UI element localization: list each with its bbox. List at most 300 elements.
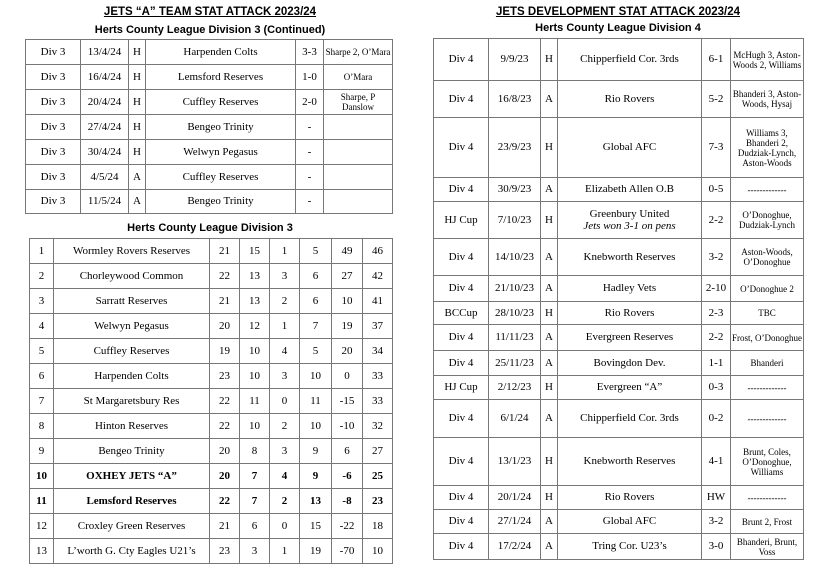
match-date: 13/4/24: [81, 40, 129, 65]
league-row: [30, 514, 393, 539]
venue: H: [541, 376, 558, 400]
played: 22: [210, 414, 240, 439]
competition: Div 4: [434, 438, 489, 486]
opponent: [558, 118, 702, 178]
won: 12: [240, 314, 270, 339]
lost: 11: [300, 389, 332, 414]
scorers: Aston-Woods, O’Donoghue: [731, 239, 804, 276]
played: 22: [210, 264, 240, 289]
competition: Div 4: [434, 276, 489, 302]
opponent: [558, 276, 702, 302]
won: 13: [240, 289, 270, 314]
drawn: 3: [270, 439, 300, 464]
won: 7: [240, 489, 270, 514]
score: 2-10: [702, 276, 731, 302]
match-date: 25/11/23: [489, 351, 541, 376]
goal-difference: 49: [332, 239, 363, 264]
match-date: 20/1/24: [489, 486, 541, 510]
team-name: Lemsford Reserves: [54, 489, 210, 514]
venue: A: [541, 534, 558, 560]
league-row: [30, 464, 393, 489]
scorers: O’Mara: [324, 65, 393, 90]
goal-difference: 20: [332, 339, 363, 364]
competition: Div 3: [26, 140, 81, 165]
score: 2-3: [702, 302, 731, 325]
score: -: [296, 190, 324, 214]
points: 18: [363, 514, 393, 539]
position: 9: [30, 439, 54, 464]
score: -: [296, 165, 324, 190]
fixture-row: [26, 190, 393, 214]
fixture-row: [434, 376, 804, 400]
drawn: 0: [270, 514, 300, 539]
drawn: 3: [270, 264, 300, 289]
position: 7: [30, 389, 54, 414]
scorers: Sharpe 2, O’Mara: [324, 40, 393, 65]
competition: Div 4: [434, 534, 489, 560]
score: 5-2: [702, 81, 731, 118]
fixture-row: [434, 39, 804, 81]
match-date: 11/11/23: [489, 325, 541, 351]
team-name: Welwyn Pegasus: [54, 314, 210, 339]
position: 6: [30, 364, 54, 389]
lost: 5: [300, 339, 332, 364]
scorers: O’Donoghue, Dudziak-Lynch: [731, 202, 804, 239]
opponent-name: Evergreen “A”: [596, 381, 663, 393]
team-name: Cuffley Reserves: [54, 339, 210, 364]
won: 7: [240, 464, 270, 489]
opponent-name: Chipperfield Cor. 3rds: [580, 53, 679, 65]
points: 32: [363, 414, 393, 439]
scorers: Brunt 2, Frost: [731, 510, 804, 534]
lost: 7: [300, 314, 332, 339]
team-name: Sarratt Reserves: [54, 289, 210, 314]
opponent: Cuffley Reserves: [146, 165, 296, 190]
match-date: 16/4/24: [81, 65, 129, 90]
venue: A: [541, 81, 558, 118]
match-date: 20/4/24: [81, 90, 129, 115]
opponent-name: Bovingdon Dev.: [593, 356, 666, 369]
scorers: Brunt, Coles, O’Donoghue, Williams: [731, 438, 804, 486]
opponent: Welwyn Pegasus: [146, 140, 296, 165]
score: 2-2: [702, 202, 731, 239]
score: 4-1: [702, 438, 731, 486]
drawn: 2: [270, 289, 300, 314]
league-row: [30, 414, 393, 439]
venue: H: [541, 39, 558, 81]
scorers: [324, 190, 393, 214]
drawn: 2: [270, 414, 300, 439]
fixture-row: [434, 510, 804, 534]
won: 11: [240, 389, 270, 414]
team-name: L’worth G. Cty Eagles U21’s: [54, 539, 210, 564]
lost: 10: [300, 414, 332, 439]
won: 15: [240, 239, 270, 264]
won: 10: [240, 414, 270, 439]
league-row: [30, 239, 393, 264]
opponent: [558, 510, 702, 534]
opponent-name: Global AFC: [602, 141, 657, 153]
played: 20: [210, 314, 240, 339]
scorers: O’Donoghue 2: [731, 276, 804, 302]
score: 3-2: [702, 510, 731, 534]
development-fixtures-table: [433, 38, 804, 560]
goal-difference: 6: [332, 439, 363, 464]
position: 2: [30, 264, 54, 289]
fixture-row: [26, 115, 393, 140]
points: 46: [363, 239, 393, 264]
competition: Div 4: [434, 118, 489, 178]
opponent: [558, 81, 702, 118]
opponent: Bengeo Trinity: [146, 190, 296, 214]
lost: 9: [300, 439, 332, 464]
match-date: 7/10/23: [489, 202, 541, 239]
opponent-name: Tring Cor. U23’s: [592, 540, 667, 552]
position: 11: [30, 489, 54, 514]
goal-difference: -6: [332, 464, 363, 489]
fixture-row: [434, 276, 804, 302]
venue: A: [129, 165, 146, 190]
score: 1-0: [296, 65, 324, 90]
points: 37: [363, 314, 393, 339]
venue: H: [541, 486, 558, 510]
played: 21: [210, 289, 240, 314]
opponent: [558, 302, 702, 325]
a-team-fixtures-table: [25, 39, 393, 214]
venue: A: [541, 276, 558, 302]
match-date: 28/10/23: [489, 302, 541, 325]
fixture-row: [26, 140, 393, 165]
fixture-row: [434, 400, 804, 438]
venue: H: [129, 90, 146, 115]
drawn: 0: [270, 389, 300, 414]
competition: Div 3: [26, 65, 81, 90]
position: 3: [30, 289, 54, 314]
played: 20: [210, 464, 240, 489]
match-date: 14/10/23: [489, 239, 541, 276]
league-row: [30, 314, 393, 339]
goal-difference: -70: [332, 539, 363, 564]
won: 8: [240, 439, 270, 464]
match-date: 21/10/23: [489, 276, 541, 302]
competition: Div 4: [434, 325, 489, 351]
team-name: Croxley Green Reserves: [54, 514, 210, 539]
league-row: [30, 539, 393, 564]
lost: 6: [300, 289, 332, 314]
opponent: [558, 534, 702, 560]
fixture-row: [26, 90, 393, 115]
venue: H: [541, 438, 558, 486]
lost: 13: [300, 489, 332, 514]
venue: H: [129, 65, 146, 90]
match-date: 16/8/23: [489, 81, 541, 118]
score: 7-3: [702, 118, 731, 178]
scorers: Sharpe, P Danslow: [324, 90, 393, 115]
fixture-row: [434, 239, 804, 276]
scorers: Bhanderi: [731, 351, 804, 376]
drawn: 1: [270, 314, 300, 339]
team-name: Wormley Rovers Reserves: [54, 239, 210, 264]
fixture-row: [26, 40, 393, 65]
competition: Div 3: [26, 165, 81, 190]
goal-difference: -15: [332, 389, 363, 414]
league-row: [30, 489, 393, 514]
position: 4: [30, 314, 54, 339]
match-date: 11/5/24: [81, 190, 129, 214]
league-table-subtitle: Herts County League Division 3: [127, 222, 293, 234]
lost: 5: [300, 239, 332, 264]
won: 10: [240, 339, 270, 364]
competition: Div 4: [434, 239, 489, 276]
opponent-name: Knebworth Reserves: [583, 250, 676, 263]
points: 42: [363, 264, 393, 289]
fixture-row: [434, 118, 804, 178]
played: 22: [210, 389, 240, 414]
position: 12: [30, 514, 54, 539]
opponent: Lemsford Reserves: [146, 65, 296, 90]
goal-difference: -10: [332, 414, 363, 439]
venue: A: [129, 190, 146, 214]
match-date: 9/9/23: [489, 39, 541, 81]
match-date: 30/4/24: [81, 140, 129, 165]
lost: 9: [300, 464, 332, 489]
scorers: [324, 140, 393, 165]
points: 10: [363, 539, 393, 564]
points: 33: [363, 389, 393, 414]
competition: Div 4: [434, 39, 489, 81]
opponent-name: Rio Rovers: [604, 92, 655, 105]
won: 3: [240, 539, 270, 564]
league-row: [30, 439, 393, 464]
score: 0-5: [702, 178, 731, 202]
fixture-row: [26, 165, 393, 190]
fixture-row: [434, 202, 804, 239]
team-name: OXHEY JETS “A”: [54, 464, 210, 489]
match-date: 27/4/24: [81, 115, 129, 140]
drawn: 3: [270, 364, 300, 389]
played: 20: [210, 439, 240, 464]
drawn: 1: [270, 239, 300, 264]
fixture-row: [434, 486, 804, 510]
competition: Div 4: [434, 510, 489, 534]
won: 10: [240, 364, 270, 389]
scorers: Bhanderi 3, Aston-Woods, Hysaj: [731, 81, 804, 118]
competition: Div 3: [26, 190, 81, 214]
opponent-name: Elizabeth Allen O.B: [585, 183, 674, 195]
fixture-row: [434, 81, 804, 118]
opponent: [558, 486, 702, 510]
venue: H: [541, 118, 558, 178]
scorers: -------------: [731, 486, 804, 510]
fixture-row: [434, 534, 804, 560]
venue: A: [541, 178, 558, 202]
drawn: 4: [270, 464, 300, 489]
league-table: [29, 238, 393, 564]
league-row: [30, 389, 393, 414]
fixture-row: [434, 302, 804, 325]
scorers: -------------: [731, 400, 804, 438]
position: 13: [30, 539, 54, 564]
lost: 19: [300, 539, 332, 564]
opponent-name: Knebworth Reserves: [583, 455, 676, 467]
won: 13: [240, 264, 270, 289]
points: 41: [363, 289, 393, 314]
drawn: 2: [270, 489, 300, 514]
score: 3-3: [296, 40, 324, 65]
score: 2-2: [702, 325, 731, 351]
position: 5: [30, 339, 54, 364]
drawn: 1: [270, 539, 300, 564]
played: 23: [210, 364, 240, 389]
match-date: 30/9/23: [489, 178, 541, 202]
match-date: 2/12/23: [489, 376, 541, 400]
fixture-row: [434, 438, 804, 486]
league-row: [30, 289, 393, 314]
opponent-name: Global AFC: [602, 515, 657, 527]
team-name: St Margaretsbury Res: [54, 389, 210, 414]
fixture-row: [26, 65, 393, 90]
competition: Div 3: [26, 115, 81, 140]
score: 0-3: [702, 376, 731, 400]
opponent-name: Evergreen Reserves: [585, 331, 674, 343]
goal-difference: 10: [332, 289, 363, 314]
competition: Div 4: [434, 486, 489, 510]
played: 21: [210, 514, 240, 539]
opponent: [558, 239, 702, 276]
points: 25: [363, 464, 393, 489]
scorers: TBC: [731, 302, 804, 325]
opponent: [558, 351, 702, 376]
match-date: 13/1/23: [489, 438, 541, 486]
opponent-name: Chipperfield Cor. 3rds: [580, 412, 679, 424]
league-row: [30, 339, 393, 364]
won: 6: [240, 514, 270, 539]
played: 22: [210, 489, 240, 514]
position: 8: [30, 414, 54, 439]
opponent: [558, 400, 702, 438]
league-row: [30, 264, 393, 289]
played: 21: [210, 239, 240, 264]
lost: 10: [300, 364, 332, 389]
score: 6-1: [702, 39, 731, 81]
venue: A: [541, 239, 558, 276]
team-name: Chorleywood Common: [54, 264, 210, 289]
venue: H: [541, 302, 558, 325]
fixture-row: [434, 351, 804, 376]
match-date: 27/1/24: [489, 510, 541, 534]
right-title: JETS DEVELOPMENT STAT ATTACK 2023/24: [495, 6, 741, 18]
match-note: Jets won 3-1 on pens: [583, 220, 676, 232]
scorers: Frost, O’Donoghue: [731, 325, 804, 351]
venue: A: [541, 351, 558, 376]
goal-difference: 19: [332, 314, 363, 339]
match-date: 17/2/24: [489, 534, 541, 560]
team-name: Hinton Reserves: [54, 414, 210, 439]
scorers: [324, 165, 393, 190]
competition: Div 4: [434, 178, 489, 202]
venue: A: [541, 510, 558, 534]
score: 3-0: [702, 534, 731, 560]
score: HW: [702, 486, 731, 510]
opponent: [558, 325, 702, 351]
score: 2-0: [296, 90, 324, 115]
drawn: 4: [270, 339, 300, 364]
opponent-name: Rio Rovers: [604, 491, 655, 503]
venue: H: [541, 202, 558, 239]
competition: Div 3: [26, 40, 81, 65]
team-name: Harpenden Colts: [54, 364, 210, 389]
scorers: -------------: [731, 178, 804, 202]
position: 1: [30, 239, 54, 264]
match-date: 6/1/24: [489, 400, 541, 438]
opponent: [558, 39, 702, 81]
scorers: McHugh 3, Aston-Woods 2, Williams: [731, 39, 804, 81]
goal-difference: 0: [332, 364, 363, 389]
score: 0-2: [702, 400, 731, 438]
competition: Div 4: [434, 351, 489, 376]
opponent: Cuffley Reserves: [146, 90, 296, 115]
left-fixtures-subtitle: Herts County League Division 3 (Continued): [94, 24, 326, 36]
team-name: Bengeo Trinity: [54, 439, 210, 464]
fixture-row: [434, 178, 804, 202]
venue: H: [129, 115, 146, 140]
match-date: 23/9/23: [489, 118, 541, 178]
points: 33: [363, 364, 393, 389]
fixture-row: [434, 325, 804, 351]
opponent: [558, 178, 702, 202]
scorers: [324, 115, 393, 140]
score: -: [296, 115, 324, 140]
position: 10: [30, 464, 54, 489]
score: 3-2: [702, 239, 731, 276]
opponent-name: Rio Rovers: [604, 306, 655, 319]
competition: Div 3: [26, 90, 81, 115]
lost: 6: [300, 264, 332, 289]
venue: H: [129, 40, 146, 65]
played: 19: [210, 339, 240, 364]
scorers: -------------: [731, 376, 804, 400]
venue: A: [541, 325, 558, 351]
goal-difference: -22: [332, 514, 363, 539]
opponent: [558, 438, 702, 486]
goal-difference: 27: [332, 264, 363, 289]
score: 1-1: [702, 351, 731, 376]
right-subtitle: Herts County League Division 4: [535, 22, 701, 34]
opponent: Bengeo Trinity: [146, 115, 296, 140]
competition: Div 4: [434, 81, 489, 118]
left-title: JETS “A” TEAM STAT ATTACK 2023/24: [103, 6, 317, 18]
venue: H: [129, 140, 146, 165]
opponent-name: Greenbury United: [589, 208, 670, 220]
competition: BCCup: [434, 302, 489, 325]
opponent-name: Hadley Vets: [602, 282, 657, 294]
venue: A: [541, 400, 558, 438]
scorers: Williams 3, Bhanderi 2, Dudziak-Lynch, Aston-Woods: [731, 118, 804, 178]
scorers: Bhanderi, Brunt, Voss: [731, 534, 804, 560]
opponent: [558, 376, 702, 400]
goal-difference: -8: [332, 489, 363, 514]
competition: HJ Cup: [434, 202, 489, 239]
lost: 15: [300, 514, 332, 539]
score: -: [296, 140, 324, 165]
opponent: [558, 202, 702, 239]
match-date: 4/5/24: [81, 165, 129, 190]
points: 34: [363, 339, 393, 364]
competition: HJ Cup: [434, 376, 489, 400]
competition: Div 4: [434, 400, 489, 438]
opponent: Harpenden Colts: [146, 40, 296, 65]
played: 23: [210, 539, 240, 564]
